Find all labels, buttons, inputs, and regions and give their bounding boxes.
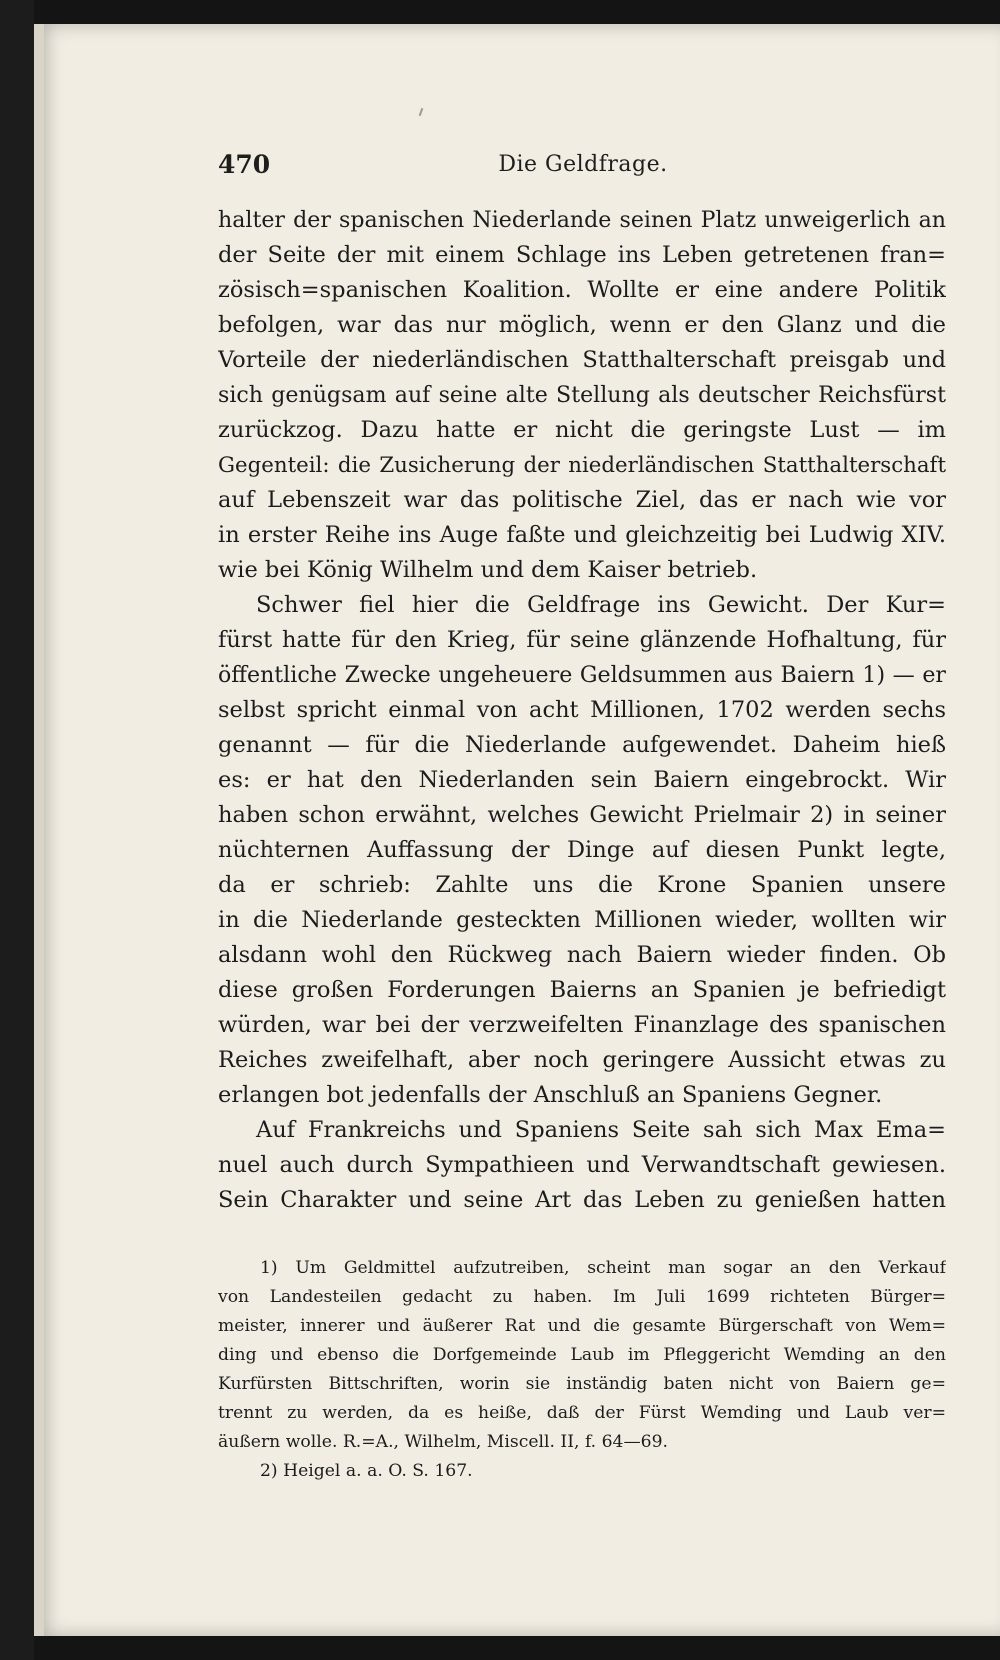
text-line: Sein Charakter und seine Art das Leben zu genießen hatten xyxy=(218,1187,946,1213)
footnotes xyxy=(218,1254,946,1486)
book-spine-shadow xyxy=(0,0,34,1660)
text-line: in die Niederlande gesteckten Millionen wieder, wollten wir xyxy=(218,907,946,933)
text-line: haben schon erwähnt, welches Gewicht Prielmair 2) in seiner xyxy=(218,802,946,828)
text-line: in erster Reihe ins Auge faßte und gleichzeitig bei Ludwig XIV. xyxy=(218,522,946,548)
footnote-line: ding und ebenso die Dorfgemeinde Laub im Pfleggericht Wemding an den xyxy=(218,1345,946,1365)
text-line: da er schrieb: Zahlte uns die Krone Spanien unsere xyxy=(218,872,946,898)
text-line: halter der spanischen Niederlande seinen Platz unweigerlich an xyxy=(218,207,946,233)
running-title: Die Geldfrage. xyxy=(498,152,668,177)
page-gutter-edge xyxy=(34,24,44,1636)
text-line: Auf Frankreichs und Spaniens Seite sah sich Max Ema= xyxy=(256,1117,946,1143)
footnote-line: 1) Um Geldmittel aufzutreiben, scheint man sogar an den Verkauf xyxy=(260,1258,946,1278)
footnote-line: 2) Heigel a. a. O. S. 167. xyxy=(260,1461,473,1481)
text-line: es: er hat den Niederlanden sein Baiern eingebrockt. Wir xyxy=(218,767,946,793)
footnote-line: trennt zu werden, da es heiße, daß der Fürst Wemding und Laub ver= xyxy=(218,1403,946,1423)
footnote-line: Kurfürsten Bittschriften, worin sie inständig baten nicht von Baiern ge= xyxy=(218,1374,946,1394)
text-line: der Seite der mit einem Schlage ins Leben getretenen fran= xyxy=(218,242,946,268)
text-line: zurückzog. Dazu hatte er nicht die geringste Lust — im xyxy=(218,417,946,443)
text-line: befolgen, war das nur möglich, wenn er den Glanz und die xyxy=(218,312,946,338)
page-header xyxy=(218,150,948,186)
text-line: Gegenteil: die Zusicherung der niederländischen Statthalterschaft xyxy=(218,453,946,478)
text-line: diese großen Forderungen Baierns an Spanien je befriedigt xyxy=(218,977,946,1003)
page-number: 470 xyxy=(218,150,271,179)
text-line: sich genügsam auf seine alte Stellung als deutscher Reichsfürst xyxy=(218,382,946,408)
footnote-line: von Landesteilen gedacht zu haben. Im Juli 1699 richteten Bürger= xyxy=(218,1287,946,1307)
text-line: erlangen bot jedenfalls der Anschluß an Spaniens Gegner. xyxy=(218,1082,883,1108)
footnote-line: meister, innerer und äußerer Rat und die gesamte Bürgerschaft von Wem= xyxy=(218,1316,946,1336)
text-line: Reiches zweifelhaft, aber noch geringere Aussicht etwas zu xyxy=(218,1047,946,1073)
text-line: Vorteile der niederländischen Statthalterschaft preisgab und xyxy=(218,347,946,373)
text-line: nüchternen Auffassung der Dinge auf diesen Punkt legte, xyxy=(218,837,946,863)
text-line: Schwer fiel hier die Geldfrage ins Gewicht. Der Kur= xyxy=(256,592,946,618)
text-line: wie bei König Wilhelm und dem Kaiser betrieb. xyxy=(218,557,758,583)
text-line: genannt — für die Niederlande aufgewendet. Daheim hieß xyxy=(218,732,946,758)
text-line: auf Lebenszeit war das politische Ziel, das er nach wie vor xyxy=(218,487,946,513)
body-text xyxy=(218,203,946,1218)
text-line: zösisch=spanischen Koalition. Wollte er eine andere Politik xyxy=(218,277,946,303)
text-line: würden, war bei der verzweifelten Finanzlage des spanischen xyxy=(218,1012,946,1038)
text-line: alsdann wohl den Rückweg nach Baiern wieder finden. Ob xyxy=(218,942,946,968)
text-line: fürst hatte für den Krieg, für seine glänzende Hofhaltung, für xyxy=(218,627,946,653)
text-line: nuel auch durch Sympathieen und Verwandtschaft gewiesen. xyxy=(218,1152,946,1178)
text-line: öffentliche Zwecke ungeheuere Geldsummen aus Baiern 1) — er xyxy=(218,662,946,688)
footnote-line: äußern wolle. R.=A., Wilhelm, Miscell. II, f. 64—69. xyxy=(218,1432,669,1452)
text-line: selbst spricht einmal von acht Millionen, 1702 werden sechs xyxy=(218,697,946,723)
